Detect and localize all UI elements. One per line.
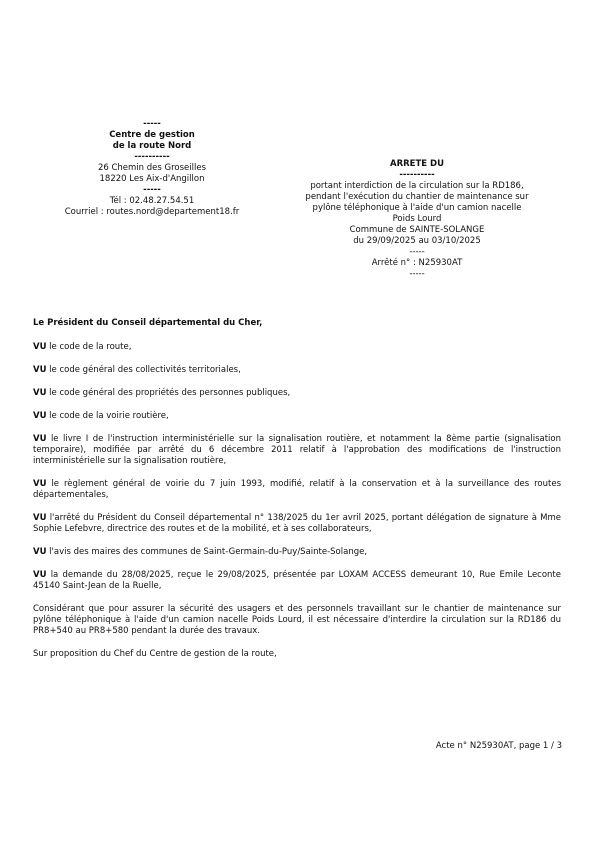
decree-subject-line4: Poids Lourd bbox=[392, 214, 442, 224]
vu-paragraph bbox=[33, 342, 561, 353]
vu-label: VU bbox=[33, 513, 47, 523]
vu-text: le livre I de l'instruction interministérielle sur la signalisation routière, et notamment la 8ème partie (signalisation temporaire), modifiée par arrêté du 6 décembre 2011 relatif à l'approbation des modifications de l'instruction interministérielle sur la signalisation routière, bbox=[33, 434, 561, 466]
considerant-paragraph: Considérant que pour assurer la sécurité des usagers et des personnels travaillant sur le chantier de maintenance sur pylône téléphonique à l'aide d'un camion nacelle Poids Lourd, il est nécessaire d'interdire la circulation sur la RD186 du PR8+540 au PR8+580 pendant la durée des travaux. bbox=[33, 604, 561, 636]
vu-text: le code de la voirie routière, bbox=[46, 411, 169, 421]
phone-number: Tél : 02.48.27.54.51 bbox=[109, 196, 195, 206]
vu-label: VU bbox=[33, 342, 47, 352]
email-address: Courriel : routes.nord@departement18.fr bbox=[64, 207, 240, 217]
address-line1: 26 Chemin des Groseilles bbox=[97, 163, 207, 173]
vu-paragraph bbox=[33, 479, 561, 501]
decree-number: Arrêté n° : N25930AT bbox=[371, 258, 463, 268]
decree-subject-line2: pendant l'exécution du chantier de maintenance sur bbox=[305, 192, 529, 202]
vu-text: le code général des collectivités territoriales, bbox=[46, 365, 241, 375]
vu-label: VU bbox=[33, 570, 47, 580]
vu-text: l'avis des maires des communes de Saint-Germain-du-Puy/Sainte-Solange, bbox=[46, 547, 368, 557]
vu-paragraph bbox=[33, 411, 561, 422]
vu-text: le code général des propriétés des personnes publiques, bbox=[46, 388, 291, 398]
separator: ---------- bbox=[134, 152, 170, 162]
decree-title: ARRETE DU bbox=[390, 159, 444, 169]
vu-label: VU bbox=[33, 365, 47, 375]
org-name-line2: de la route Nord bbox=[112, 141, 192, 151]
vu-text: l'arrêté du Président du Conseil départemental n° 138/2025 du 1er avril 2025, portant délégation de signature à Mme Sophie Lefebvre, directrice des routes et de la mobilité, et à ses collaborateurs, bbox=[33, 513, 561, 534]
address-line2: 18220 Les Aix-d'Angillon bbox=[99, 174, 205, 184]
decree-subject-line1: portant interdiction de la circulation sur la RD186, bbox=[310, 181, 524, 191]
decree-dates: du 29/09/2025 au 03/10/2025 bbox=[353, 236, 481, 246]
separator: ----- bbox=[409, 247, 425, 257]
vu-label: VU bbox=[33, 479, 47, 489]
vu-label: VU bbox=[33, 547, 47, 557]
vu-paragraph bbox=[33, 513, 561, 535]
vu-paragraph bbox=[33, 365, 561, 376]
separator: ----- bbox=[409, 269, 425, 279]
decree-body bbox=[33, 318, 561, 672]
vu-text: la demande du 28/08/2025, reçue le 29/08/2025, présentée par LOXAM ACCESS demeurant 10, Rue Emile Leconte 45140 Saint-Jean de la Ruelle, bbox=[33, 570, 561, 591]
vu-label: VU bbox=[33, 411, 47, 421]
vu-paragraph bbox=[33, 547, 561, 558]
separator: ----- bbox=[143, 119, 161, 129]
vu-text: le règlement général de voirie du 7 juin 1993, modifié, relatif à la conservation et à la surveillance des routes départementales, bbox=[33, 479, 561, 500]
decree-subject-line3: pylône téléphonique à l'aide d'un camion nacelle bbox=[312, 203, 522, 213]
president-intro: Le Président du Conseil départemental du Cher, bbox=[33, 318, 263, 328]
vu-paragraph bbox=[33, 388, 561, 399]
separator: ----- bbox=[143, 185, 161, 195]
vu-paragraph bbox=[33, 434, 561, 467]
vu-paragraph bbox=[33, 570, 561, 592]
decree-header bbox=[282, 159, 552, 280]
commune-name: Commune de SAINTE-SOLANGE bbox=[349, 225, 485, 235]
vu-text: le code de la route, bbox=[46, 342, 132, 352]
org-name-line1: Centre de gestion bbox=[109, 130, 195, 140]
vu-label: VU bbox=[33, 434, 47, 444]
proposition-paragraph: Sur proposition du Chef du Centre de gestion de la route, bbox=[33, 649, 277, 659]
sender-header bbox=[48, 119, 256, 218]
separator: ---------- bbox=[399, 170, 435, 180]
page-footer: Acte n° N25930AT, page 1 / 3 bbox=[435, 741, 562, 751]
vu-label: VU bbox=[33, 388, 47, 398]
